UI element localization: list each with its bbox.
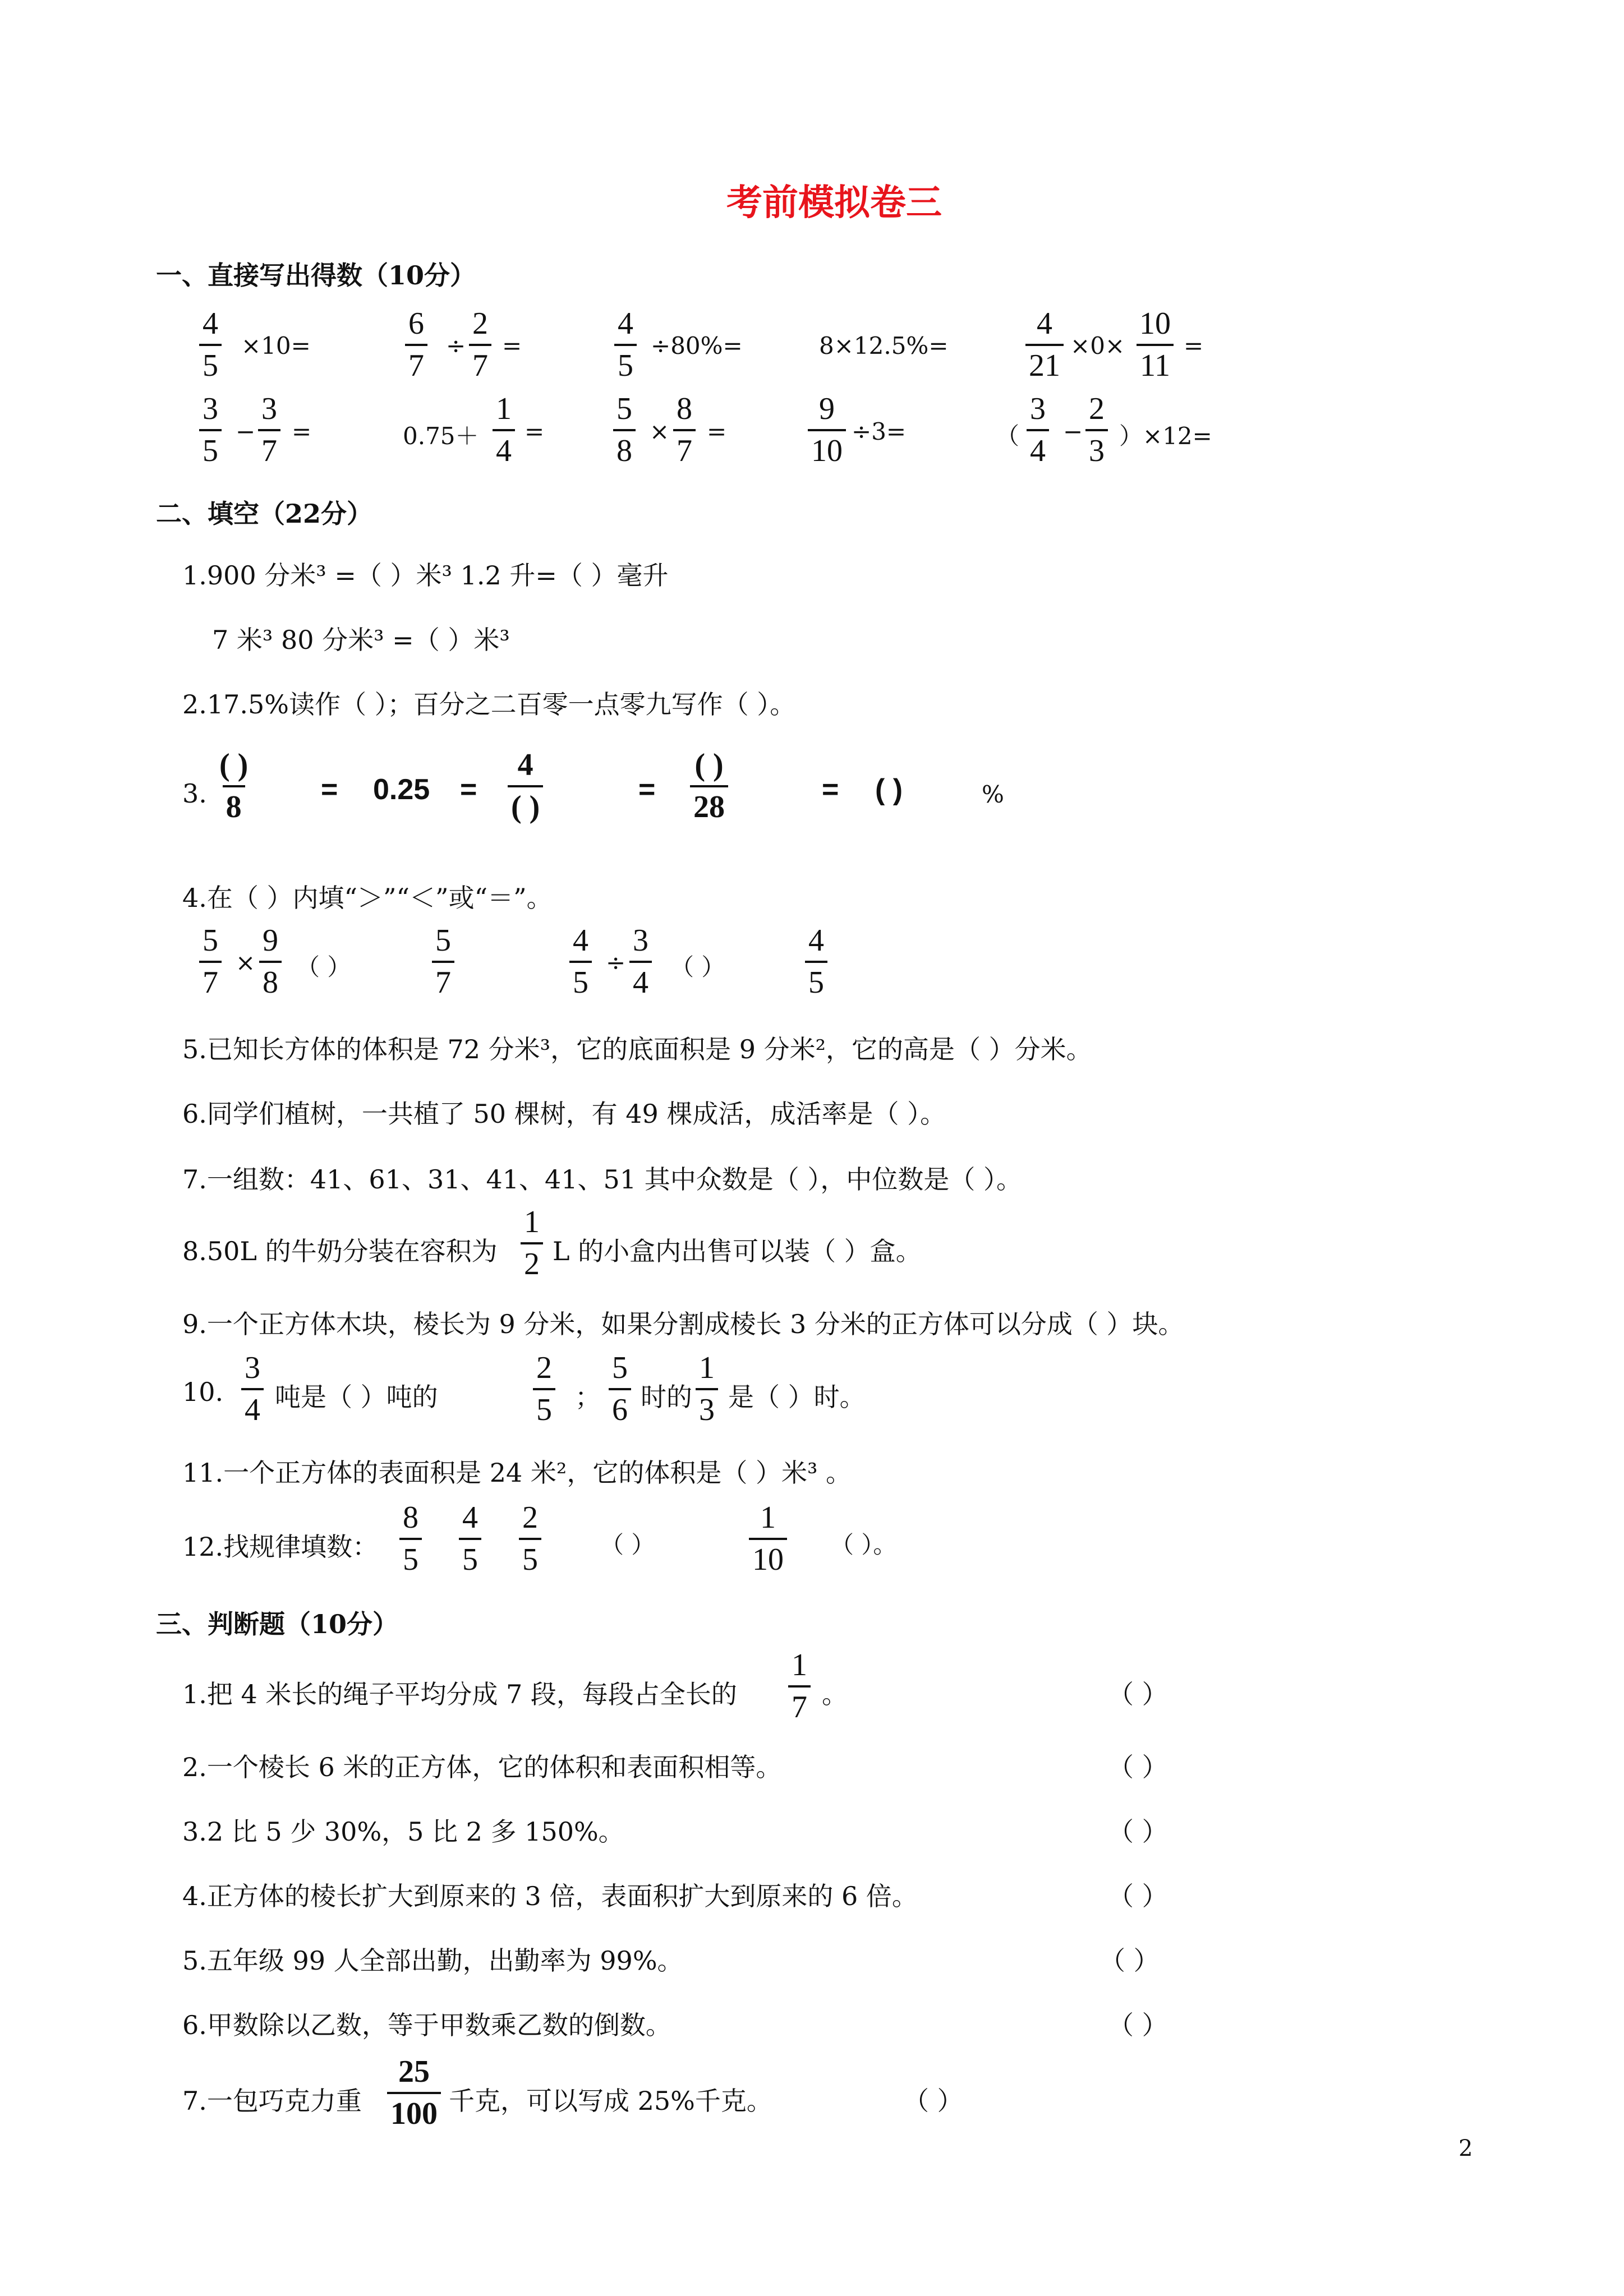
- fraction: $\frac{8}{5}$: [399, 1501, 422, 1576]
- fraction: $\frac{5}{7}$: [432, 924, 454, 999]
- question-text: 7.一包巧克力重: [182, 2086, 362, 2116]
- fraction: 4 ( ): [508, 749, 543, 824]
- fraction: $\frac{3}{4}$: [1027, 393, 1049, 468]
- answer-paren: （ ）: [1108, 1881, 1168, 1911]
- calc-text: ×10=: [241, 332, 311, 359]
- decimal-value: 0.25: [373, 773, 430, 806]
- answer-paren: （ ）: [1099, 1945, 1160, 1976]
- fraction: $\frac{9}{8}$: [259, 924, 282, 999]
- calc-text: 0.75＋: [403, 422, 479, 450]
- question-number: 3.: [182, 778, 207, 809]
- fraction: $\frac{3}{4}$: [629, 924, 652, 999]
- blank-paren: （ ）。: [830, 1531, 897, 1559]
- blank-paren: （ ）: [600, 1531, 655, 1559]
- judge-question-4: 4.正方体的棱长扩大到原来的 3 倍，表面积扩大到原来的 6 倍。: [182, 1881, 918, 1911]
- question-text: 千克，可以写成 25%千克。: [449, 2086, 772, 2116]
- blank-paren: （ ）: [670, 953, 725, 981]
- fraction: $\frac{1}{4}$: [493, 393, 515, 468]
- calc-operator: ×: [650, 418, 670, 445]
- answer-paren: （ ）: [1108, 1752, 1168, 1782]
- blank-paren: （ ）: [296, 953, 351, 981]
- question-number: 10.: [182, 1377, 224, 1407]
- page-number: 2: [1459, 2136, 1473, 2161]
- question-text: 12.找规律填数：: [182, 1532, 379, 1562]
- fraction: $\frac{5}{7}$: [199, 924, 222, 999]
- question-text: L 的小盒内出售可以装（ ）盒。: [553, 1236, 922, 1266]
- judge-question-5: 5.五年级 99 人全部出勤，出勤率为 99%。: [182, 1945, 683, 1976]
- fraction: $\frac{1}{7}$: [788, 1649, 811, 1724]
- fraction: $\frac{1}{3}$: [696, 1352, 718, 1427]
- fraction: $\frac{4}{5}$: [614, 307, 637, 382]
- fraction: $\frac{4}{5}$: [805, 924, 827, 999]
- judge-question-2: 2.一个棱长 6 米的正方体，它的体积和表面积相等。: [182, 1752, 782, 1782]
- calc-text: ÷80%=: [651, 332, 743, 359]
- question-text: 1.把 4 米长的绳子平均分成 7 段，每段占全长的: [182, 1679, 737, 1709]
- fraction: $\frac{2}{3}$: [1085, 393, 1108, 468]
- fraction: $\frac{1}{2}$: [521, 1206, 543, 1281]
- page-title: 考前模拟卷三: [726, 182, 942, 224]
- calc-operator: −: [236, 418, 256, 445]
- fraction: $\frac{8}{7}$: [673, 393, 696, 468]
- fraction: $\frac{10}{11}$: [1136, 307, 1174, 382]
- calc-text: ×0×: [1070, 332, 1125, 359]
- calc-text: =: [525, 418, 545, 445]
- fraction: $\frac{2}{7}$: [469, 307, 491, 382]
- fill-question-4: 4.在（ ）内填“＞”“＜”或“＝”。: [182, 883, 553, 913]
- calc-operator: −: [1063, 418, 1083, 445]
- section-3-heading: 三、判断题（10分）: [156, 1609, 399, 1639]
- percent-sign: %: [982, 781, 1004, 808]
- fraction: $\frac{25}{100}$: [387, 2055, 441, 2131]
- fraction: $\frac{6}{7}$: [405, 307, 427, 382]
- equals-sign: =: [638, 773, 656, 806]
- separator: ；: [575, 1382, 601, 1412]
- calc-text: =: [502, 332, 522, 359]
- section-2-heading: 二、填空（22分）: [156, 499, 373, 529]
- fill-question-1a: 1.900 分米³ =（ ）米³ 1.2 升=（ ）毫升: [182, 560, 669, 591]
- fraction: ( ) 8: [219, 748, 249, 824]
- question-text: 。: [822, 1679, 848, 1709]
- fraction: $\frac{5}{6}$: [609, 1352, 631, 1427]
- equals-sign: =: [321, 773, 338, 806]
- fraction: $\frac{4}{5}$: [199, 307, 222, 382]
- calc-text: =: [1184, 332, 1204, 359]
- answer-paren: （ ）: [1108, 2010, 1168, 2040]
- question-text: 吨是（ ）吨的: [275, 1382, 438, 1412]
- fraction: $\frac{1}{10}$: [749, 1501, 787, 1576]
- fraction: $\frac{4}{5}$: [459, 1501, 481, 1576]
- question-text: 8.50L 的牛奶分装在容积为: [182, 1236, 498, 1266]
- fill-question-5: 5.已知长方体的体积是 72 分米³，它的底面积是 9 分米²，它的高是（ ）分米。: [182, 1034, 1092, 1064]
- fraction: $\frac{9}{10}$: [808, 393, 846, 468]
- calc-text: ）×12=: [1119, 422, 1212, 450]
- fill-question-11: 11.一个正方体的表面积是 24 米²，它的体积是（ ）米³ 。: [182, 1458, 852, 1488]
- question-text: 时的: [641, 1382, 692, 1412]
- fill-question-1b: 7 米³ 80 分米³ =（ ）米³: [212, 625, 510, 655]
- answer-paren: （ ）: [1108, 1679, 1168, 1709]
- fraction: $\frac{3}{4}$: [241, 1352, 264, 1427]
- fraction: $\frac{4}{5}$: [569, 924, 592, 999]
- judge-question-6: 6.甲数除以乙数，等于甲数乘乙数的倒数。: [182, 2010, 671, 2040]
- fraction: $\frac{3}{7}$: [258, 393, 280, 468]
- equals-sign: =: [460, 773, 477, 806]
- calc-text: （: [996, 422, 1020, 450]
- calc-text: =: [707, 418, 727, 445]
- fraction: ( ) 28: [690, 749, 728, 824]
- fraction: $\frac{5}{8}$: [613, 393, 636, 468]
- answer-paren: （ ）: [903, 2086, 963, 2116]
- fill-question-2: 2.17.5%读作（ ）；百分之二百零一点零九写作（ ）。: [182, 689, 796, 720]
- fill-question-7: 7.一组数：41、61、31、41、41、51 其中众数是（ ），中位数是（ ）。: [182, 1164, 1022, 1195]
- fraction: $\frac{3}{5}$: [199, 393, 222, 468]
- fraction: $\frac{2}{5}$: [519, 1501, 541, 1576]
- answer-paren: （ ）: [1108, 1816, 1168, 1847]
- blank-paren: ( ): [875, 773, 903, 806]
- fill-question-6: 6.同学们植树，一共植了 50 棵树，有 49 棵成活，成活率是（ ）。: [182, 1099, 946, 1129]
- section-1-heading: 一、直接写出得数（10分）: [156, 260, 476, 291]
- judge-question-3: 3.2 比 5 少 30%，5 比 2 多 150%。: [182, 1816, 624, 1847]
- question-text: 是（ ）时。: [728, 1382, 866, 1412]
- operator: ×: [236, 949, 256, 976]
- equals-sign: =: [822, 773, 839, 806]
- operator: ÷: [606, 949, 626, 976]
- fill-question-9: 9.一个正方体木块，棱长为 9 分米，如果分割成棱长 3 分米的正方体可以分成（ ）块。: [182, 1309, 1184, 1339]
- calc-operator: ÷: [446, 332, 466, 359]
- fraction: $\frac{2}{5}$: [533, 1352, 555, 1427]
- calc-text: 8×12.5%=: [819, 332, 949, 359]
- calc-text: ÷3=: [852, 418, 907, 445]
- calc-text: =: [292, 418, 312, 445]
- fraction: $\frac{4}{21}$: [1025, 307, 1064, 382]
